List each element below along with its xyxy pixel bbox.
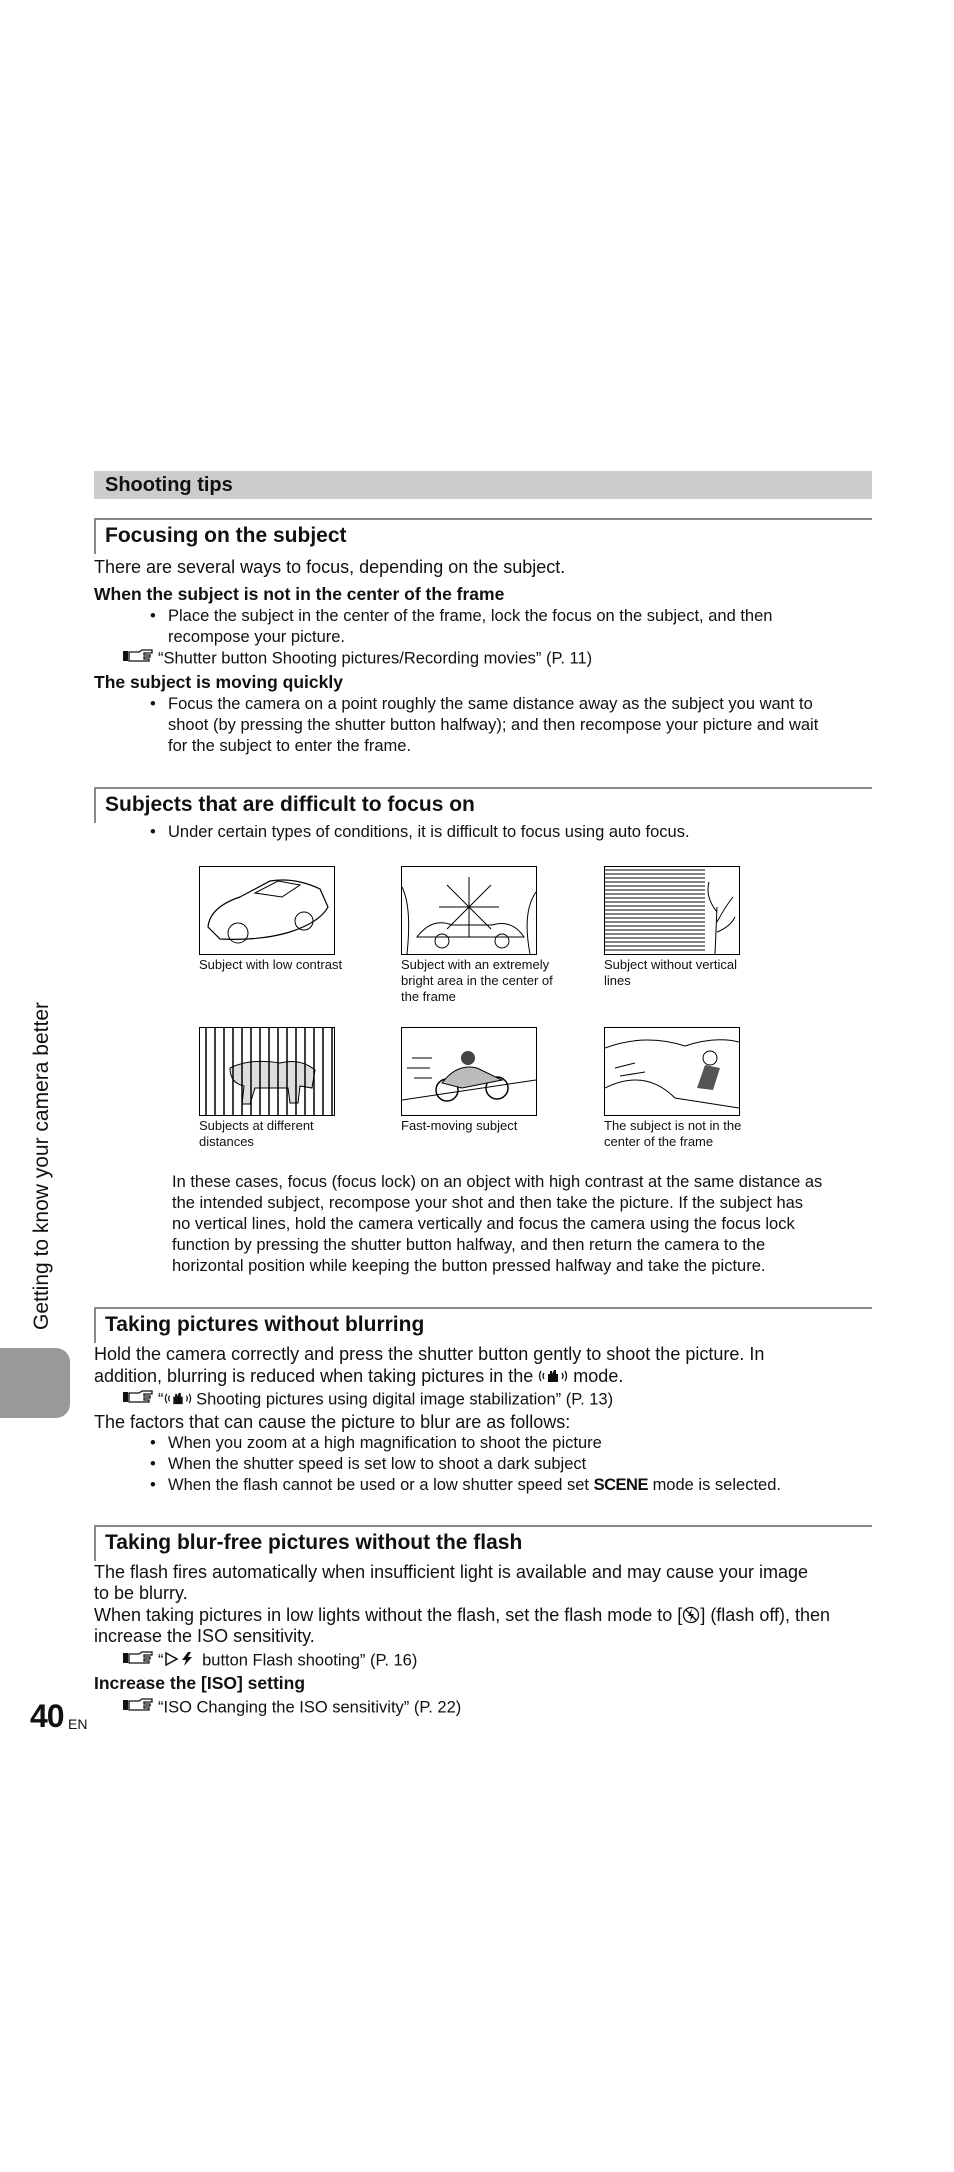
blur-factors: The factors that can cause the picture to blur are as follows: [94, 1412, 571, 1432]
illustration-horizontal-lines [604, 866, 740, 955]
paragraph-line: horizontal position while keeping the button pressed halfway and take the picture. [172, 1257, 766, 1275]
paragraph-line: no vertical lines, hold the camera vertically and focus the camera using the focus lock [172, 1215, 795, 1233]
focus-sub1: When the subject is not in the center of the frame [94, 584, 505, 604]
blur-bullet1 [150, 1433, 870, 1454]
heading-difficult-text: Subjects that are difficult to focus on [105, 793, 475, 816]
image-stabilization-icon [538, 1366, 568, 1386]
illustration-tiger-behind-bars [199, 1027, 335, 1116]
bullet-dot: • [150, 695, 156, 713]
caption-no-vertical [604, 957, 779, 989]
reference-text: “Shutter button Shooting pictures/Recording movies” (P. 11) [158, 649, 593, 668]
bullet-dot: • [150, 1476, 156, 1494]
page-number: 40 [30, 1698, 64, 1734]
bullet-text: Focus the camera on a point roughly the same distance away as the subject you want to [168, 695, 813, 713]
blur-ref [122, 1389, 613, 1411]
reference-hand-icon [122, 1650, 158, 1672]
caption-line: bright area in the center of [401, 973, 553, 988]
caption-line: center of the frame [604, 1134, 714, 1149]
illustration-low-contrast-car [199, 866, 335, 955]
bullet-dot: • [150, 607, 156, 625]
scene-mode-label: SCENE [593, 1476, 648, 1494]
illustration-person-off-center [604, 1027, 740, 1116]
flash-line2: to be blurry. [94, 1583, 188, 1603]
caption-fast-moving [401, 1118, 576, 1134]
language-code: EN [68, 1716, 88, 1732]
focus-ref1 [122, 648, 592, 670]
flash-sub: Increase the [ISO] setting [94, 1673, 306, 1693]
flash-button-icon [164, 1651, 198, 1669]
bullet-text: shoot (by pressing the shutter button halfway); and then recompose your picture and wait [168, 716, 819, 734]
text-span: mode. [573, 1366, 624, 1386]
flash-line1: The flash fires automatically when insufficient light is available and may cause your image [94, 1562, 809, 1582]
banner-title: Shooting tips [105, 474, 233, 496]
heading-difficult [94, 787, 872, 823]
caption-line: Subject with low contrast [199, 957, 343, 972]
reference-text: “ISO Changing the ISO sensitivity” (P. 22) [158, 1698, 462, 1717]
text-span: When the flash cannot be used or a low shutter speed set [168, 1476, 590, 1494]
iso-ref [122, 1697, 461, 1719]
caption-different-distances [199, 1118, 374, 1150]
illustration-motorcycle [401, 1027, 537, 1116]
flash-ref [122, 1650, 417, 1672]
heading-focusing-text: Focusing on the subject [105, 524, 347, 547]
blur-bullet2 [150, 1454, 870, 1475]
bullet-text: When you zoom at a high magnification to shoot the picture [168, 1434, 602, 1452]
bullet-text: When the shutter speed is set low to shoot a dark subject [168, 1455, 587, 1473]
text-span: button Flash shooting” (P. 16) [202, 1651, 418, 1670]
difficult-bullet [150, 822, 870, 843]
text-span: When taking pictures in low lights without the flash, set the flash mode to [ [94, 1605, 683, 1625]
blur-bullet3 [150, 1475, 870, 1496]
text-span: “ [158, 1651, 164, 1670]
bullet-text: Under certain types of conditions, it is difficult to focus using auto focus. [168, 823, 690, 841]
bullet-dot: • [150, 823, 156, 841]
flash-line4: increase the ISO sensitivity. [94, 1626, 315, 1646]
blur-line2 [94, 1366, 874, 1387]
reference-hand-icon [122, 1389, 158, 1411]
text-span: ] (flash off), then [700, 1605, 831, 1625]
text-span: addition, blurring is reduced when taking pictures in the [94, 1366, 534, 1386]
caption-line: lines [604, 973, 631, 988]
heading-without-flash [94, 1525, 872, 1561]
paragraph-line: function by pressing the shutter button halfway, and then return the camera to the [172, 1236, 766, 1254]
focus-bullet1 [150, 606, 870, 648]
reference-hand-icon [122, 648, 158, 670]
sidebar-chapter-label: Getting to know your camera better [30, 1002, 53, 1330]
heading-without-blurring [94, 1307, 872, 1343]
heading-flash-text: Taking blur-free pictures without the flash [105, 1531, 523, 1554]
caption-line: the frame [401, 989, 456, 1004]
caption-line: Fast-moving subject [401, 1118, 518, 1133]
bullet-dot: • [150, 1434, 156, 1452]
text-span: “ [158, 1390, 164, 1409]
caption-not-center [604, 1118, 779, 1150]
focus-lock-paragraph [172, 1172, 872, 1277]
section-banner [94, 471, 872, 499]
bullet-text: Place the subject in the center of the frame, lock the focus on the subject, and then [168, 607, 773, 625]
flash-off-icon [682, 1605, 700, 1625]
caption-line: Subject without vertical [604, 957, 737, 972]
caption-bright-area [401, 957, 576, 1005]
caption-line: distances [199, 1134, 254, 1149]
illustration-bright-center [401, 866, 537, 955]
text-span: mode is selected. [652, 1476, 781, 1494]
bullet-text: recompose your picture. [168, 628, 345, 646]
caption-low-contrast [199, 957, 374, 973]
focus-intro: There are several ways to focus, depending on the subject. [94, 557, 566, 577]
bullet-text: for the subject to enter the frame. [168, 737, 412, 755]
caption-line: The subject is not in the [604, 1118, 742, 1133]
heading-blur-text: Taking pictures without blurring [105, 1313, 425, 1336]
image-stabilization-icon [164, 1390, 192, 1408]
focus-bullet2 [150, 694, 870, 757]
caption-line: Subject with an extremely [401, 957, 550, 972]
reference-hand-icon [122, 1697, 158, 1719]
flash-line3 [94, 1605, 874, 1626]
blur-line1: Hold the camera correctly and press the shutter button gently to shoot the picture. In [94, 1344, 765, 1364]
chapter-tab [0, 1348, 70, 1418]
bullet-dot: • [150, 1455, 156, 1473]
heading-focusing [94, 518, 872, 554]
caption-line: Subjects at different [199, 1118, 314, 1133]
focus-sub2: The subject is moving quickly [94, 672, 343, 692]
paragraph-line: the intended subject, recompose your shot and then take the picture. If the subject has [172, 1194, 804, 1212]
text-span: Shooting pictures using digital image stabilization” (P. 13) [196, 1390, 614, 1409]
paragraph-line: In these cases, focus (focus lock) on an object with high contrast at the same distance as [172, 1173, 823, 1191]
